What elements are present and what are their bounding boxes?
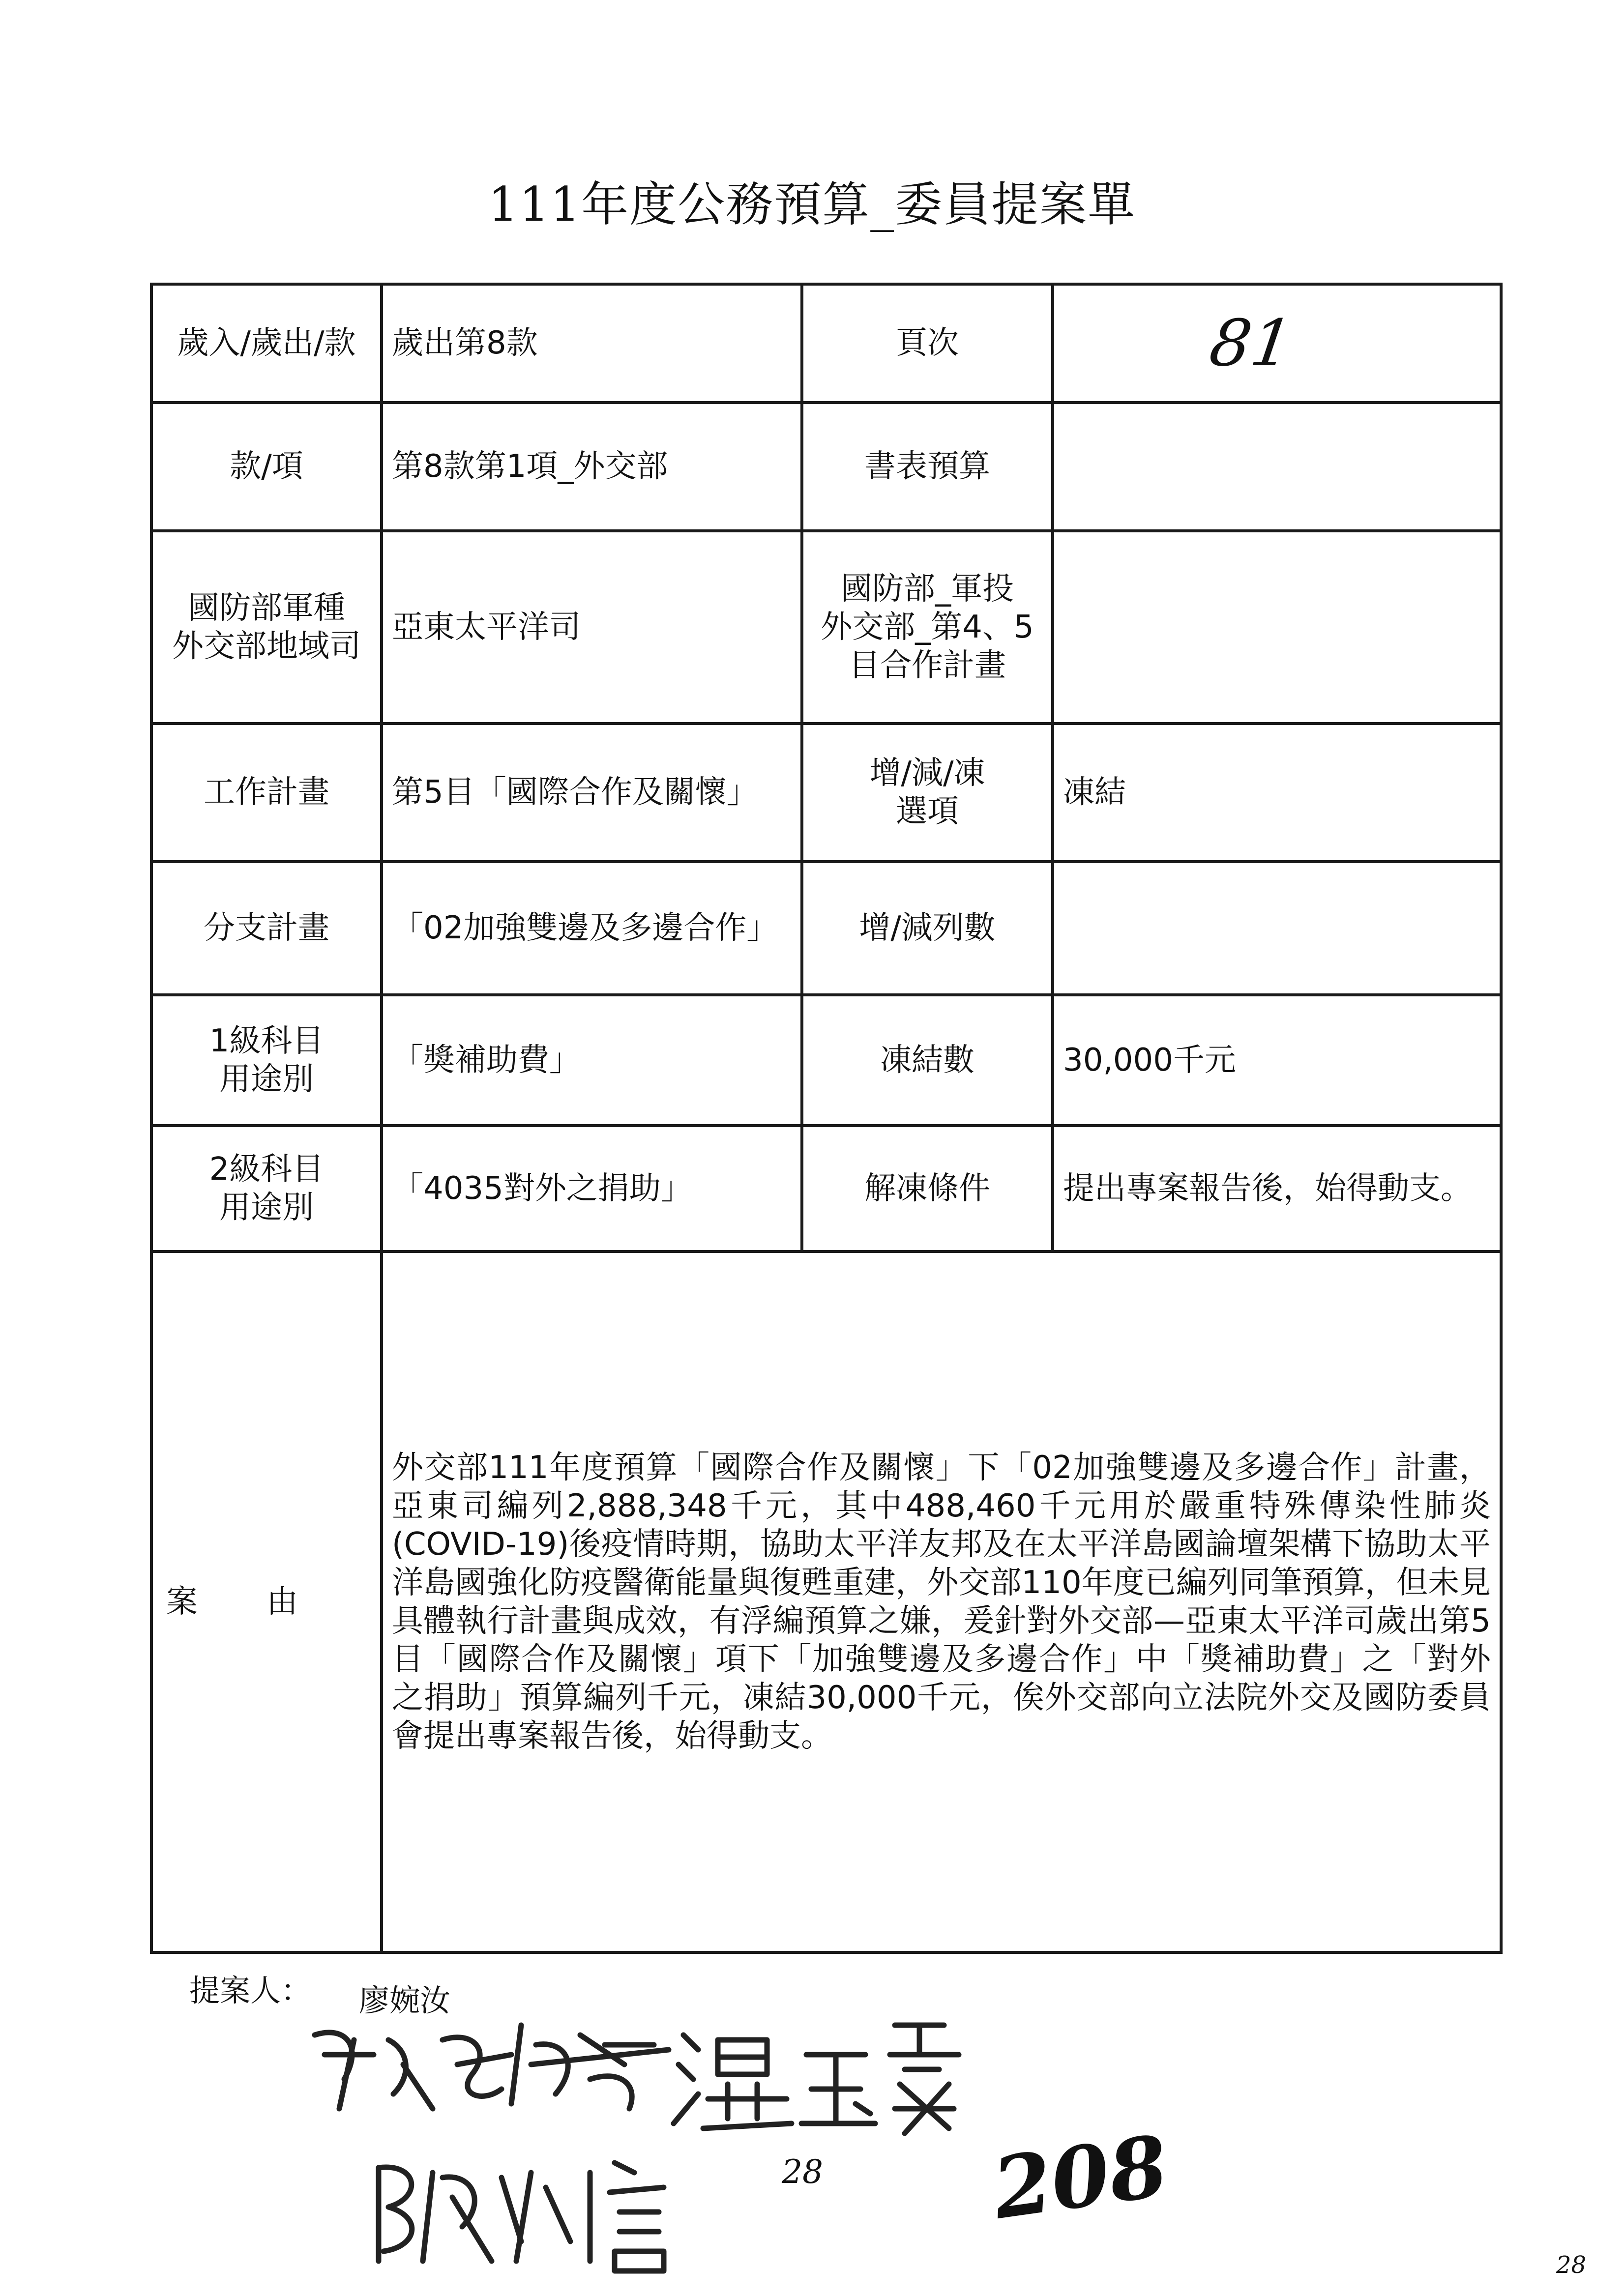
- signature-2: [674, 2025, 959, 2133]
- field-label-text: 分支計畫: [204, 910, 329, 947]
- reason-text: 外交部111年度預算「國際合作及關懷」下「02加強雙邊及多邊合作」計畫，亞東司編列2,888,348千元，其中488,460千元用於嚴重特殊傳染性肺炎(COVID-19)後疫情時期，協助太平洋友邦及在太平洋島國論壇架構下協助太平洋島國強化防疫醫衛能量與復甦重建，外交部110年度已編列同筆預算，但未見具體執行計畫與成效，有浮編預算之嫌，爰針對外交部—亞東太平洋司歲出第5目「國際合作及關懷」項下「加強雙邊及多邊合作」中「獎補助費」之「對外之捐助」預算編列千元，凍結30,000千元，俟外交部向立法院外交及國防委員會提出專案報告後，始得動支。: [382, 1251, 1501, 1952]
- reason-label: 案由: [151, 1251, 382, 1952]
- field-value-text: 「4035對外之捐助」: [392, 1170, 692, 1207]
- field-label-2-text: 頁次: [896, 325, 959, 362]
- field-label-2-text: 凍結數: [880, 1042, 974, 1078]
- field-value-text: 亞東太平洋司: [392, 609, 581, 645]
- field-label-text: 工作計畫: [204, 774, 329, 811]
- field-label-text: 國防部軍種 外交部地域司: [172, 589, 361, 665]
- field-label-text: 1級科目 用途別: [209, 1022, 324, 1098]
- page-number-large: 208: [987, 2117, 1174, 2238]
- field-label-2-text: 書表預算: [864, 448, 990, 485]
- field-label-2-text: 國防部_軍投 外交部_第4、5 目合作計畫: [821, 570, 1034, 684]
- signature-3: [379, 2163, 664, 2271]
- field-label-text: 款/項: [230, 448, 303, 485]
- field-value-2-text: 提出專案報告後，始得動支。: [1063, 1170, 1472, 1207]
- field-value-2-text: 30,000千元: [1063, 1042, 1236, 1078]
- proposer-name: 廖婉汝: [359, 1982, 451, 2018]
- field-value-text: 「獎補助費」: [392, 1042, 581, 1078]
- field-value-2-text: 81: [1205, 306, 1298, 381]
- field-value-text: 「02加強雙邊及多邊合作」: [392, 910, 778, 947]
- field-label-2-text: 增/減列數: [859, 910, 996, 947]
- field-label-text: 2級科目 用途別: [209, 1151, 324, 1226]
- field-label-2-text: 解凍條件: [864, 1170, 990, 1207]
- proposer-label: 提案人：: [189, 1973, 312, 2008]
- field-label-2-text: 增/減/凍 選項: [869, 755, 985, 830]
- signature-1: [315, 2025, 669, 2109]
- field-label-text: 歲入/歲出/款: [177, 325, 356, 362]
- field-value-text: 第8款第1項_外交部: [392, 448, 668, 485]
- field-value-text: 歲出第8款: [392, 325, 538, 362]
- page-number-corner: 28: [1556, 2251, 1587, 2279]
- field-value-2-text: 凍結: [1063, 774, 1126, 811]
- field-value-text: 第5目「國際合作及關懷」: [392, 774, 758, 811]
- page-title: 111年度公務預算_委員提案單: [488, 177, 1136, 232]
- page-number-small: 28: [782, 2153, 823, 2191]
